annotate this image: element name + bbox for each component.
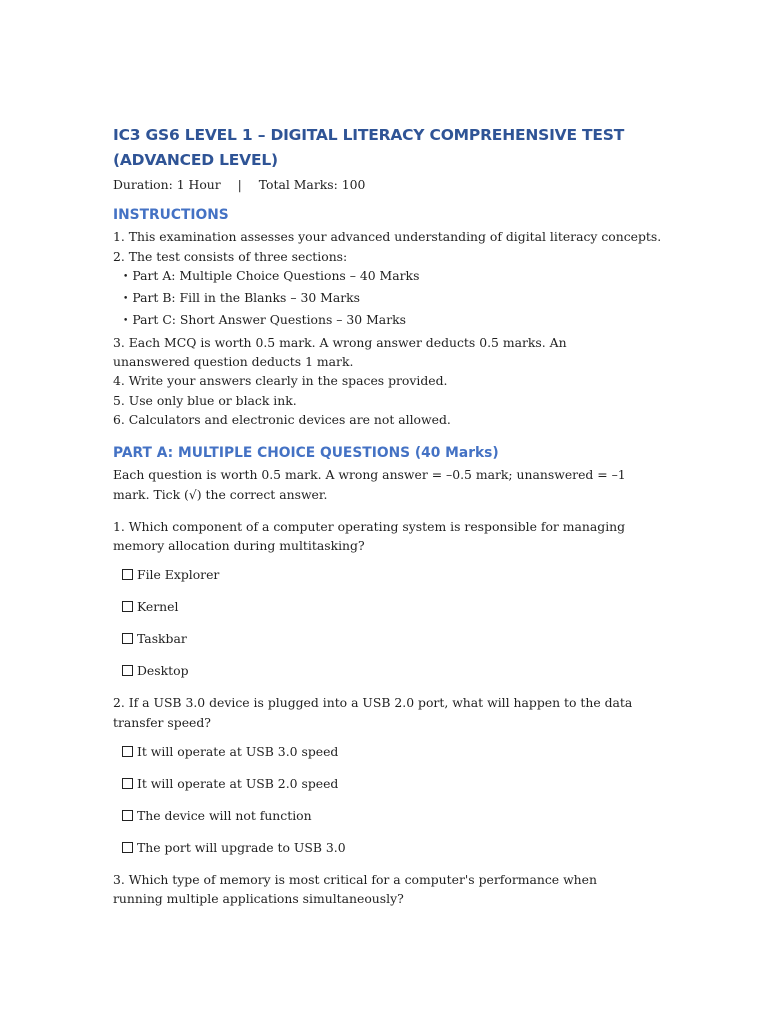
part-a-note: Each question is worth 0.5 mark. A wrong answer = –0.5 mark; unanswered = –1 mark. Tick (√) the correct answer. xyxy=(113,467,626,502)
answer-option[interactable] xyxy=(122,742,643,761)
checkbox-icon[interactable] xyxy=(122,569,133,580)
checkbox-icon[interactable] xyxy=(122,810,133,821)
document-title: IC3 GS6 LEVEL 1 – DIGITAL LITERACY COMPREHENSIVE TEST (ADVANCED LEVEL) xyxy=(113,126,625,169)
section-label: Part C: Short Answer Questions – 30 Marks xyxy=(132,312,406,328)
instruction-item: 4. Write your answers clearly in the spaces provided. xyxy=(113,373,448,389)
answer-option[interactable] xyxy=(122,565,643,584)
option-label: Desktop xyxy=(137,663,189,679)
instruction-item: 1. This examination assesses your advanced understanding of digital literacy concepts. xyxy=(113,229,662,245)
checkbox-icon[interactable] xyxy=(122,633,133,644)
option-label: It will operate at USB 2.0 speed xyxy=(137,776,339,792)
section-list-item xyxy=(113,310,643,332)
option-label: The port will upgrade to USB 3.0 xyxy=(137,840,346,856)
checkbox-icon[interactable] xyxy=(122,601,133,612)
answer-option[interactable] xyxy=(122,838,643,857)
checkbox-icon[interactable] xyxy=(122,665,133,676)
duration-text: Duration: 1 Hour xyxy=(113,177,221,192)
option-label: It will operate at USB 3.0 speed xyxy=(137,744,339,760)
section-list-item xyxy=(113,288,643,310)
answer-option[interactable] xyxy=(122,629,643,648)
option-label: File Explorer xyxy=(137,567,220,583)
instruction-item: 6. Calculators and electronic devices are not allowed. xyxy=(113,411,451,427)
total-marks-text: Total Marks: 100 xyxy=(258,177,366,192)
checkbox-icon[interactable] xyxy=(122,842,133,853)
instructions-heading: INSTRUCTIONS xyxy=(113,207,229,224)
option-label: The device will not function xyxy=(137,808,312,824)
answer-option[interactable] xyxy=(122,661,643,680)
question-text: 3. Which type of memory is most critical for a computer's performance when running multiple applications simultaneously? xyxy=(113,872,597,907)
bullet-icon: • xyxy=(123,271,129,282)
option-label: Kernel xyxy=(137,599,179,615)
instruction-item: 5. Use only blue or black ink. xyxy=(113,392,297,408)
meta-separator: | xyxy=(237,177,242,192)
answer-options xyxy=(122,742,643,857)
part-a-heading: PART A: MULTIPLE CHOICE QUESTIONS (40 Marks) xyxy=(113,445,499,462)
answer-option[interactable] xyxy=(122,806,643,825)
document-body xyxy=(113,123,662,909)
question-text: 1. Which component of a computer operating system is responsible for managing memory allocation during multitasking? xyxy=(113,518,626,554)
answer-options xyxy=(122,565,643,680)
checkbox-icon[interactable] xyxy=(122,746,133,757)
answer-option[interactable] xyxy=(122,774,643,793)
section-label: Part A: Multiple Choice Questions – 40 Marks xyxy=(132,267,420,283)
instruction-item: 2. The test consists of three sections: xyxy=(113,248,348,264)
question-text: 2. If a USB 3.0 device is plugged into a USB 2.0 port, what will happen to the data transfer speed? xyxy=(113,695,633,730)
instruction-item: 3. Each MCQ is worth 0.5 mark. A wrong answer deducts 0.5 marks. An unanswered question deducts 1 mark. xyxy=(113,334,567,370)
exam-meta xyxy=(113,175,643,194)
option-label: Taskbar xyxy=(137,631,187,647)
section-label: Part B: Fill in the Blanks – 30 Marks xyxy=(132,290,361,306)
answer-option[interactable] xyxy=(122,597,643,616)
checkbox-icon[interactable] xyxy=(122,778,133,789)
bullet-icon: • xyxy=(123,294,129,305)
bullet-icon: • xyxy=(123,316,129,327)
section-list-item xyxy=(113,266,643,288)
